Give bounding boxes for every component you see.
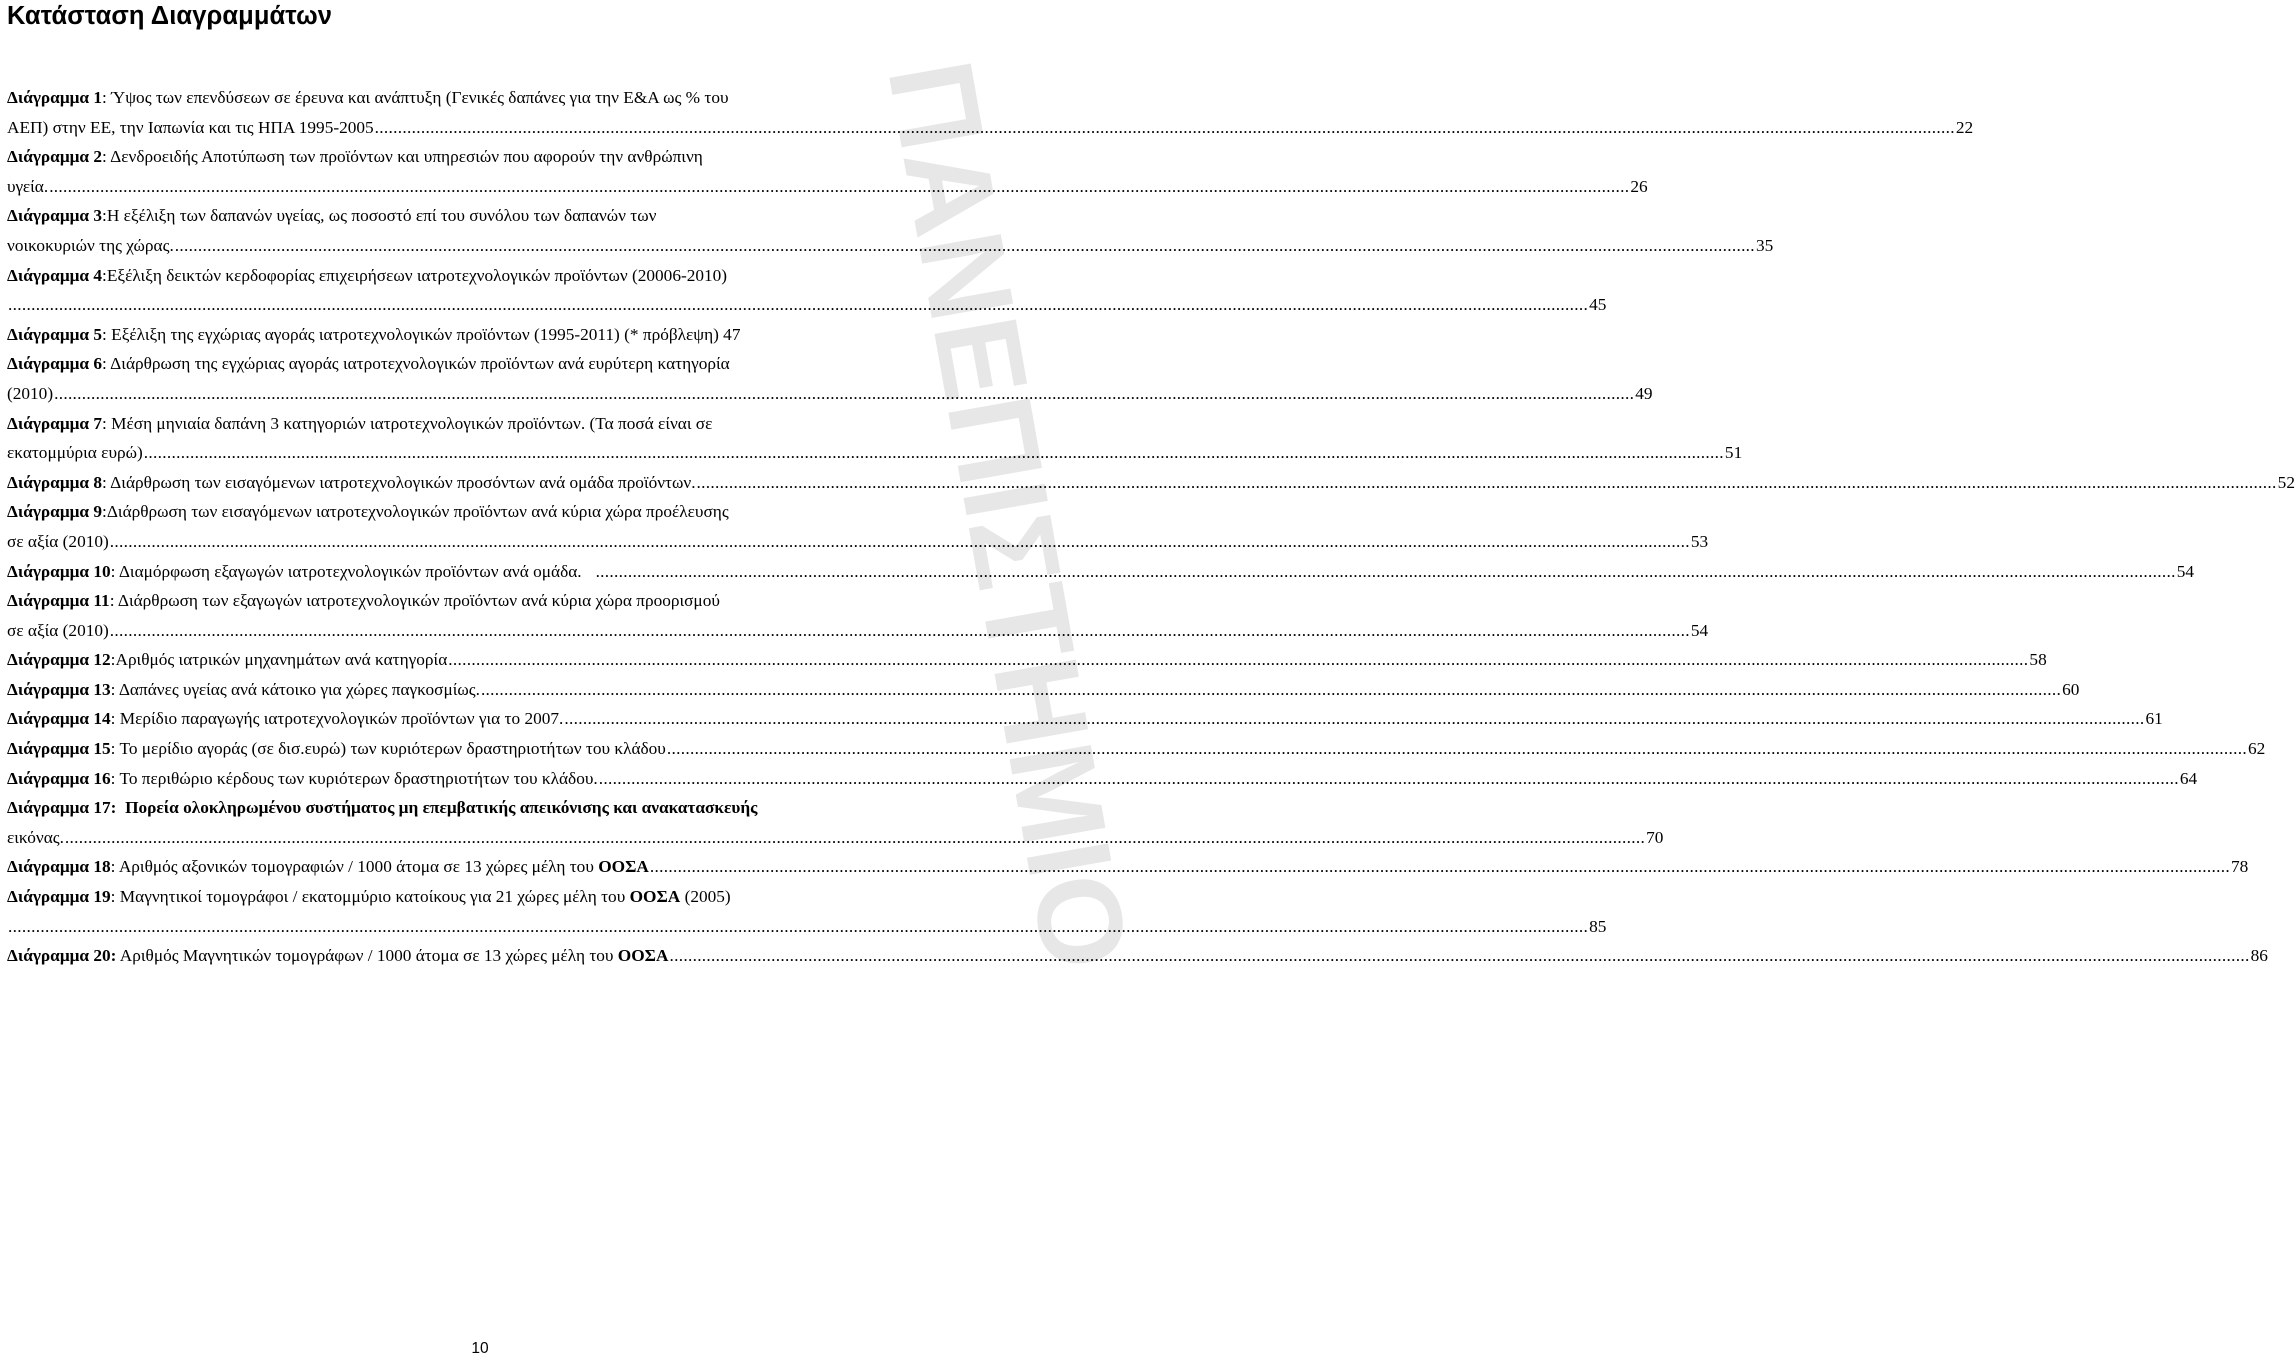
entry-text-bold: ΟΟΣΑ [617,946,669,966]
entry-text: εικόνας. [7,827,64,847]
entry-label: Διάγραμμα 20: [7,946,117,966]
page-number: 60 [2062,679,2080,699]
toc-line [7,764,2198,794]
entry-label: Διάγραμμα 9 [7,502,103,522]
dot-leader [596,557,2176,587]
toc-line [7,586,934,616]
toc-line [7,438,1743,468]
entry-label: Διάγραμμα 15 [7,739,111,759]
toc-entry-13[interactable] [7,675,2080,705]
toc-line [7,172,1648,202]
entry-text: (2005) [680,887,731,907]
toc-line [7,645,2047,675]
toc-line [7,912,1607,942]
toc-line [7,201,934,231]
entry-text: σε αξία (2010) [7,620,109,640]
toc-entry-4[interactable] [7,261,1607,320]
entry-text: Αριθμός Μαγνητικών τομογράφων / 1000 άτομα σε 13 χώρες μέλη του [116,946,618,966]
toc-entry-12[interactable] [7,645,2047,675]
entry-label: Διάγραμμα 2 [7,147,103,167]
toc-line [7,734,2266,764]
page-number: 54 [1690,620,1709,640]
toc-line [7,941,2268,971]
dot-leader [669,941,2249,971]
entry-text: :Εξέλιξη δεικτών κερδοφορίας επιχειρήσεων ιατροτεχνολογικών προϊόντων (20006-2010) [102,265,728,285]
entry-text: : Αριθμός αξονικών τομογραφιών / 1000 άτομα σε 13 χώρες μέλη του [110,857,599,877]
toc-entry-2[interactable] [7,142,1648,201]
entry-text: :Αριθμός ιατρικών μηχανημάτων ανά κατηγορία [110,650,448,670]
page-number: 70 [1646,827,1664,847]
dot-leader [8,912,1588,942]
page-number: 22 [1955,117,1974,137]
page-number: 54 [2176,561,2194,581]
toc-entry-1[interactable] [7,83,1974,142]
entry-text: :Διάρθρωση των εισαγόμενων ιατροτεχνολογικών προϊόντων ανά κύρια χώρα προέλευσης [102,502,729,522]
entry-text: : Μέση μηνιαία δαπάνη 3 κατηγοριών ιατροτεχνολογικών προϊόντων. (Τα ποσά είναι σε [102,413,713,433]
page-number: 35 [1755,235,1774,255]
toc-line [7,882,934,912]
toc-entry-14[interactable] [7,704,2163,734]
entry-text: : Μερίδιο παραγωγής ιατροτεχνολογικών προϊόντων για το 2007. [110,709,564,729]
toc-line [7,852,2249,882]
page-number: 52 [2277,472,2295,492]
dot-leader [599,764,2179,794]
entry-text: : Διάρθρωση της εγχώριας αγοράς ιατροτεχνολογικών προϊόντων ανά ευρύτερη κατηγορία [102,354,730,374]
page-number: 26 [1630,176,1648,196]
entry-text: : Δενδροειδής Αποτύπωση των προϊόντων και υπηρεσιών που αφορούν την ανθρώπινη [102,147,703,167]
entry-text: : Το περιθώριο κέρδους των κυριότερων δραστηριοτήτων του κλάδου. [110,768,598,788]
entry-label: Διάγραμμα 17: [7,798,117,818]
entry-text: σε αξία (2010) [7,531,109,551]
entry-label: Διάγραμμα 10 [7,561,111,581]
page-number: 86 [2250,946,2268,966]
dot-leader [650,852,2230,882]
dot-leader [110,527,1690,557]
entry-label: Διάγραμμα 8 [7,472,103,492]
page-number: 85 [1589,916,1607,936]
toc-line [7,231,1774,261]
toc-line [7,409,934,439]
page-number: 61 [2145,709,2163,729]
toc-line [7,83,934,113]
entry-text-bold: ΟΟΣΑ [629,887,681,907]
page-number: 62 [2248,739,2266,759]
toc-line [7,793,934,823]
entry-text: : Ύψος των επενδύσεων σε έρευνα και ανάπτυξη (Γενικές δαπάνες για την Ε&Α ως % του [102,88,729,107]
entry-text-bold: ΟΟΣΑ [598,857,649,877]
entry-text: (2010) [7,383,54,403]
entry-text: :Η εξέλιξη των δαπανών υγείας, ως ποσοστό επί του συνόλου των δαπανών των [102,206,657,226]
toc-line [7,497,934,527]
toc-line [7,290,1607,320]
dot-leader [667,734,2247,764]
toc-line [7,557,2194,587]
toc-entry-18[interactable] [7,852,2249,882]
entry-label: Διάγραμμα 16 [7,768,111,788]
dot-leader [564,704,2144,734]
toc-entry-9[interactable] [7,497,1709,556]
entry-label: Διάγραμμα 1 [7,88,103,107]
entry-text: : Διάρθρωση των εξαγωγών ιατροτεχνολογικών προϊόντων ανά κύρια χώρα προορισμού [109,591,720,611]
dot-leader [448,645,2028,675]
toc-line [7,379,1653,409]
page-number: 51 [1724,443,1743,463]
toc-line [7,142,934,172]
entry-text: υγεία. [7,176,49,196]
entry-label: Διάγραμμα 3 [7,206,103,226]
dot-leader [8,290,1588,320]
toc-entry-15[interactable] [7,734,2266,764]
entry-text: ΑΕΠ) στην ΕΕ, την Ιαπωνία και τις ΗΠΑ 1995-2005 [7,117,374,137]
toc-line [7,349,934,379]
dot-leader [110,616,1690,646]
entry-text: εκατομμύρια ευρώ) [7,443,143,463]
page-number: 45 [1589,295,1607,315]
entry-label: Διάγραμμα 11 [7,591,110,611]
toc-line [7,823,1664,853]
toc-entry-7[interactable] [7,409,1743,468]
toc-line [7,261,934,291]
entry-text: : Το μερίδιο αγοράς (σε δισ.ευρώ) των κυριότερων δραστηριοτήτων του κλάδου [110,739,666,759]
toc-entry-10[interactable] [7,557,2194,587]
entry-text: νοικοκυριών της χώρας. [7,235,174,255]
entry-text: : Δαπάνες υγείας ανά κάτοικο για χώρες παγκοσμίως. [110,679,480,699]
dot-leader [144,438,1724,468]
svg-text:ΠΑΝΕΠΙΣΤΗΜΙΟ: ΠΑΝΕΠΙΣΤΗΜΙΟ [862,51,1154,980]
toc-entry-5[interactable] [7,320,934,350]
entry-label: Διάγραμμα 5 [7,324,103,344]
entry-label: Διάγραμμα 13 [7,679,111,699]
dot-leader [175,231,1755,261]
page-number: 78 [2231,857,2249,877]
entry-text: Πορεία ολοκληρωμένου συστήματος μη επεμβατικής απεικόνισης και ανακατασκευής [116,798,758,818]
toc-line [7,320,934,350]
entry-text: : Εξέλιξη της εγχώριας αγοράς ιατροτεχνολογικών προϊόντων (1995-2011) (* πρόβλεψη) 47 [102,324,741,344]
page-number: 58 [2029,650,2047,670]
entry-text: : Μαγνητικοί τομογράφοι / εκατομμύριο κατοίκους για 21 χώρες μέλη του [110,887,630,907]
page-number: 53 [1690,531,1709,551]
toc-entry-19[interactable] [7,882,1607,941]
toc-line [7,468,2295,498]
toc-entry-16[interactable] [7,764,2198,794]
toc-entry-20[interactable] [7,941,2268,971]
toc-line [7,675,2080,705]
toc-line [7,616,1709,646]
entry-label: Διάγραμμα 14 [7,709,111,729]
entry-label: Διάγραμμα 7 [7,413,103,433]
dot-leader [54,379,1634,409]
dot-leader [481,675,2061,705]
dot-leader [65,823,1645,853]
toc-line [7,113,1974,143]
toc-entry-8[interactable] [7,468,2295,498]
entry-label: Διάγραμμα 6 [7,354,103,374]
toc-entry-17[interactable] [7,793,1664,852]
toc-entry-11[interactable] [7,586,1709,645]
page-title: Κατάσταση Διαγραμμάτων [7,2,332,30]
entry-label: Διάγραμμα 19 [7,887,111,907]
entry-text: : Διάρθρωση των εισαγόμενων ιατροτεχνολογικών προσόντων ανά ομάδα προϊόντων. [102,472,696,492]
toc-line [7,527,1709,557]
page-number: 49 [1635,383,1653,403]
entry-text: : Διαμόρφωση εξαγωγών ιατροτεχνολογικών προϊόντων ανά ομάδα. [110,561,595,581]
entry-label: Διάγραμμα 12 [7,650,111,670]
entry-label: Διάγραμμα 18 [7,857,111,877]
page-number: 64 [2179,768,2198,788]
page-number-footer: 10 [471,1340,489,1357]
dot-leader [375,113,1955,143]
toc-entry-3[interactable] [7,201,1774,260]
entry-label: Διάγραμμα 4 [7,265,103,285]
dot-leader [697,468,2277,498]
toc-line [7,704,2163,734]
dot-leader [49,172,1629,202]
toc-entry-6[interactable] [7,349,1653,408]
